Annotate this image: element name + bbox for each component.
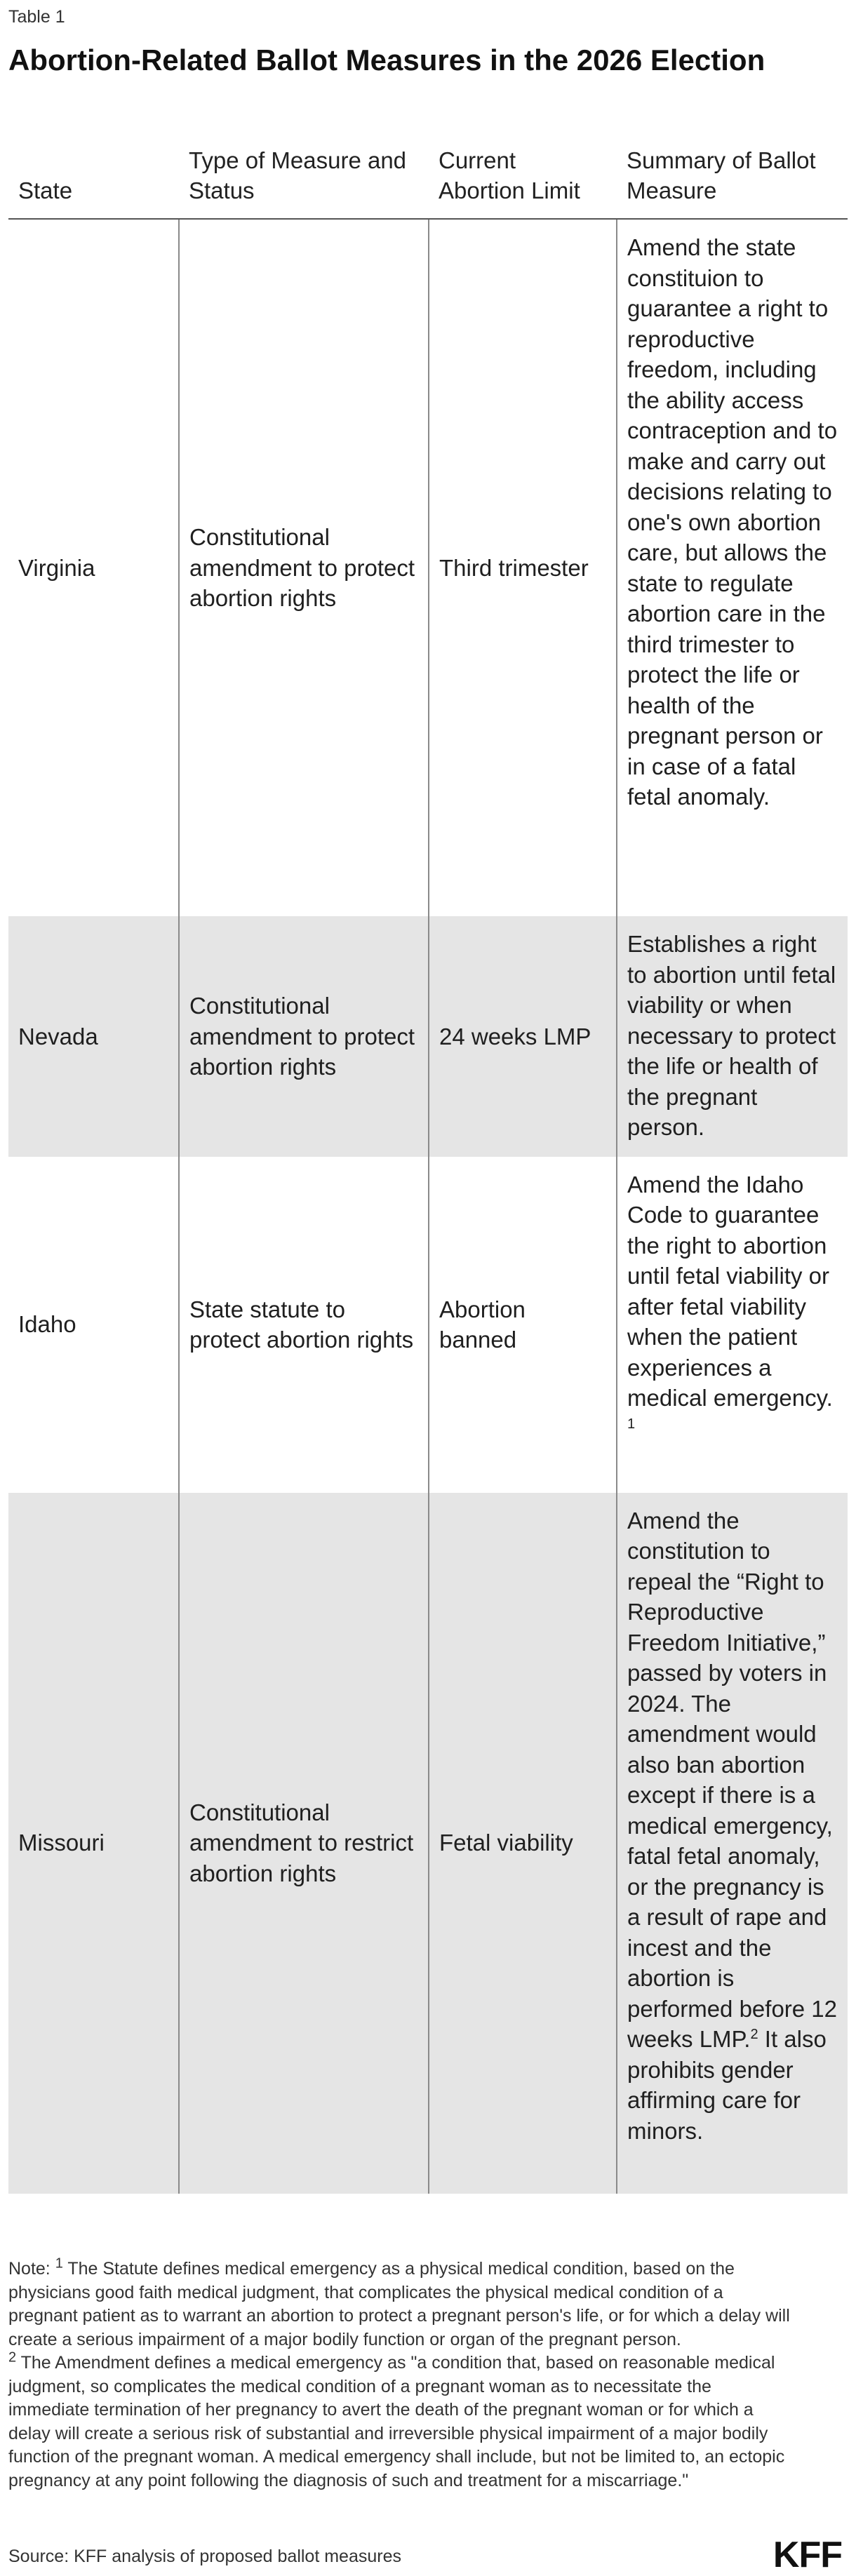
table-header-row <box>8 111 848 219</box>
cell-state: Nevada <box>8 916 179 1157</box>
summary-text-continued: It also prohibits gender affirming care for minors. <box>627 2026 827 2144</box>
cell-current-limit: Abortion banned <box>429 1157 617 1493</box>
cell-type-status: Constitutional amendment to restrict abortion rights <box>179 1493 429 2194</box>
table-number-label: Table 1 <box>8 7 65 27</box>
footnote-marker: 2 <box>750 2027 758 2042</box>
table-notes <box>8 2255 794 2493</box>
ballot-measures-table <box>8 111 848 2194</box>
table-row-missouri <box>8 1493 848 2194</box>
note-1-marker: 1 <box>55 2255 63 2272</box>
table-row-nevada <box>8 916 848 1157</box>
summary-text: Establishes a right to abortion until fetal viability or when necessary to protect the life or health of the pregnant person. <box>627 931 836 1140</box>
cell-current-limit: 24 weeks LMP <box>429 916 617 1157</box>
cell-summary <box>617 916 848 1157</box>
summary-text: Amend the Idaho Code to guarantee the right to abortion until fetal viability or after fetal viability when the patient experiences a medical emergency. <box>627 1171 833 1411</box>
note-1-text: The Statute defines medical emergency as a physical medical condition, based on the physicians good faith medical judgment, that complicates the physical medical condition of a pregnant patient as to warrant an abortion to protect a pregnant person's life, or for which a delay will create a serious impairment of a major bodily function or organ of the pregnant person. <box>8 2259 790 2349</box>
cell-type-status: Constitutional amendment to protect abortion rights <box>179 219 429 916</box>
footnote-marker: 1 <box>627 1416 636 1432</box>
cell-state: Virginia <box>18 554 95 581</box>
cell-summary <box>617 1493 848 2194</box>
cell-type-status: Constitutional amendment to protect abortion rights <box>179 916 429 1157</box>
cell-type-status: State statute to protect abortion rights <box>179 1157 429 1493</box>
kff-logo: KFF <box>773 2535 842 2575</box>
cell-summary <box>617 1157 848 1493</box>
summary-text: Amend the constitution to repeal the “Right to Reproductive Freedom Initiative,” passed by voters in 2024. The amendment would also ban abortion except if there is a medical emergency, fatal fetal anomaly, or the pregnancy is a result of rape and incest and the abortion is performed before 12 weeks LMP. <box>627 1507 838 2052</box>
cell-summary <box>617 219 848 916</box>
table-title: Abortion-Related Ballot Measures in the 2026 Election <box>8 43 765 76</box>
header-type-status: Type of Measure and Status <box>179 111 429 219</box>
note-2-text: The Amendment defines a medical emergency as "a condition that, based on reasonable medical judgment, so complicates the medical condition of a pregnant woman as to necessitate the immediate termination of her pregnancy to avert the death of the pregnant woman or for which a delay will create a serious risk of substantial and irreversible physical impairment of a major bodily function of the pregnant woman. A medical emergency shall include, but not be limited to, an ectopic pregnancy at any point following the diagnosis of such and treatment for a miscarriage." <box>8 2353 785 2490</box>
note-prefix: Note: <box>8 2259 55 2279</box>
table-row-idaho <box>8 1157 848 1493</box>
cell-current-limit: Fetal viability <box>429 1493 617 2194</box>
cell-state: Idaho <box>18 1311 76 1338</box>
note-1 <box>8 2255 794 2352</box>
summary-text: Amend the state constituion to guarantee a right to reproductive freedom, including the ability access contraception and to make and carry out decisions relating to one's own abortion care, but allows the state to regulate abortion care in the third trimester to protect the life or health of the pregnant person or in case of a fatal fetal anomaly. <box>627 234 838 810</box>
source-line: Source: KFF analysis of proposed ballot measures <box>8 2547 401 2566</box>
note-2 <box>8 2349 794 2493</box>
header-summary: Summary of Ballot Measure <box>617 111 848 219</box>
cell-current-limit: Third trimester <box>429 219 617 916</box>
table-row-virginia <box>8 219 848 916</box>
header-current-limit: Current Abortion Limit <box>429 111 617 219</box>
header-state: State <box>8 111 179 219</box>
cell-state: Missouri <box>8 1493 179 2194</box>
note-2-marker: 2 <box>8 2349 17 2366</box>
